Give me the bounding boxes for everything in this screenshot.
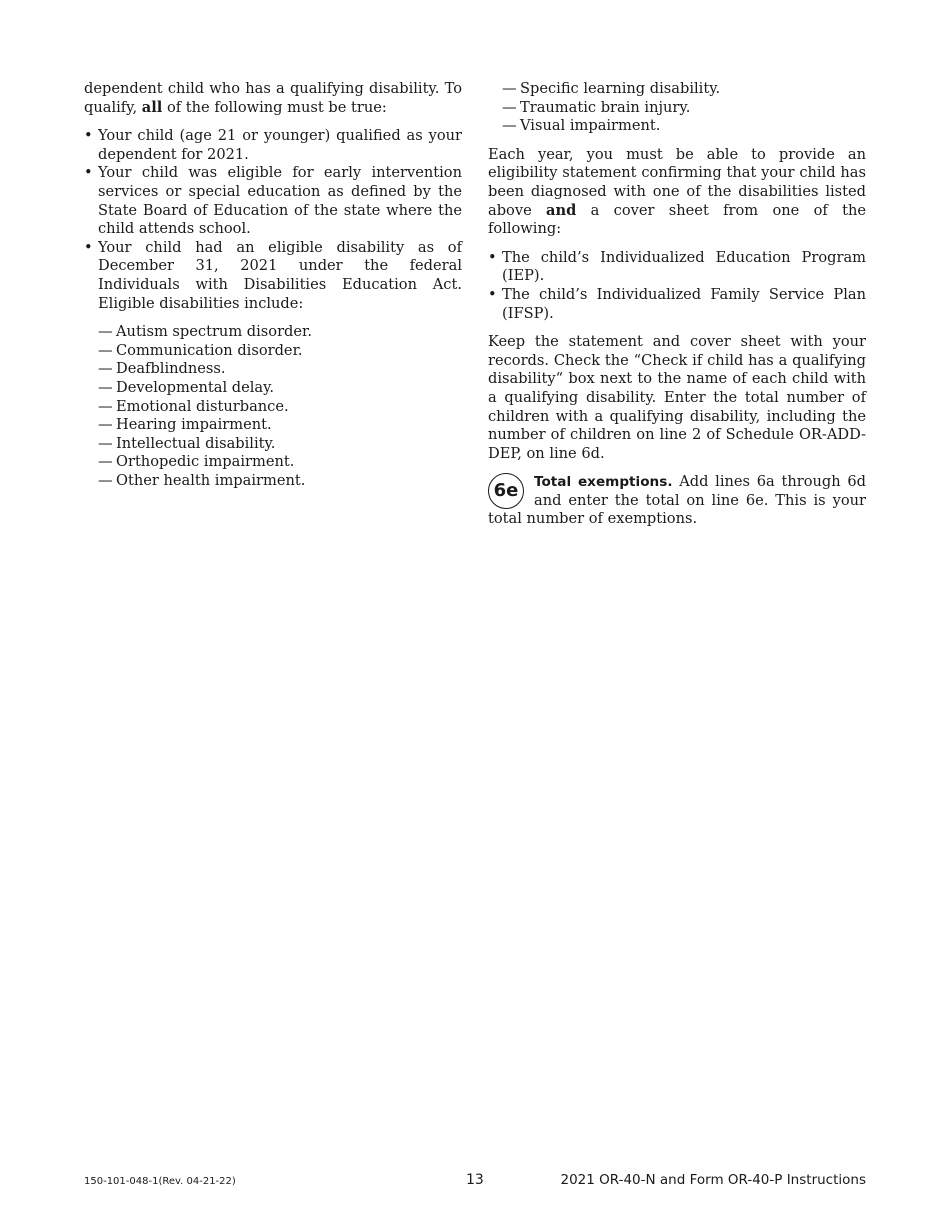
intro-paragraph [84, 80, 462, 117]
document-title: 2021 OR-40-N and Form OR-40-P Instructions [560, 1172, 866, 1188]
eligibility-text-end: a cover sheet from one of the following: [488, 201, 866, 238]
right-column [488, 80, 866, 539]
disability-item: — Hearing impairment. [98, 416, 462, 435]
disability-item: — Developmental delay. [98, 379, 462, 398]
eligibility-paragraph [488, 146, 866, 239]
disability-item: — Emotional disturbance. [98, 398, 462, 417]
cover-sheet-list [488, 249, 866, 323]
disabilities-list-continued [502, 80, 866, 136]
line-number-badge: 6e [488, 473, 524, 509]
disability-item: — Visual impairment. [502, 117, 866, 136]
line-6e-paragraph [488, 473, 866, 529]
requirements-list [84, 127, 462, 313]
disabilities-list [98, 323, 462, 490]
intro-emphasis: all [141, 98, 163, 116]
cover-sheet-item: • The child’s Individualized Family Service Plan (IFSP). [488, 286, 866, 323]
disability-item: — Specific learning disability. [502, 80, 866, 99]
eligibility-text-start: Each year, you must be able to provide an eligibility statement confirming that your child has been diagnosed with one of the disabilities listed above [488, 145, 866, 219]
line-text: Add lines 6a through 6d and enter the total on line 6e. This is your total number of exemptions. [488, 473, 866, 528]
disability-item: — Orthopedic impairment. [98, 453, 462, 472]
eligibility-emphasis: and [546, 201, 577, 219]
records-paragraph: Keep the statement and cover sheet with your records. Check the “Check if child has a qualifying disability“ box next to the name of each child with a qualifying disability. Enter the total number of children with a qualifying disability, including the number of children on line 2 of Schedule OR-ADD-DEP, on line 6d. [488, 333, 866, 462]
form-code: 150-101-048-1(Rev. 04-21-22) [84, 1176, 236, 1187]
left-column [84, 80, 462, 500]
requirement-item: • Your child had an eligible disability as of December 31, 2021 under the federal Individuals with Disabilities Education Act. Eligible disabilities include: [84, 239, 462, 313]
disability-item: — Autism spectrum disorder. [98, 323, 462, 342]
line-heading: Total exemptions. [534, 474, 673, 491]
disability-item: — Communication disorder. [98, 342, 462, 361]
cover-sheet-item: • The child’s Individualized Education Program (IEP). [488, 249, 866, 286]
intro-text-end: of the following must be true: [162, 98, 387, 116]
intro-text-start: dependent child who has a qualifying disability. To qualify, [84, 80, 462, 116]
disability-item: — Traumatic brain injury. [502, 99, 866, 118]
line-6e-block [488, 473, 866, 529]
requirement-item: • Your child (age 21 or younger) qualified as your dependent for 2021. [84, 127, 462, 164]
disability-item: — Intellectual disability. [98, 435, 462, 454]
page-number: 13 [466, 1172, 484, 1188]
disability-item: — Other health impairment. [98, 472, 462, 491]
requirement-item: • Your child was eligible for early intervention services or special education as defined by the State Board of Education of the state where the child attends school. [84, 164, 462, 238]
disability-item: — Deafblindness. [98, 360, 462, 379]
